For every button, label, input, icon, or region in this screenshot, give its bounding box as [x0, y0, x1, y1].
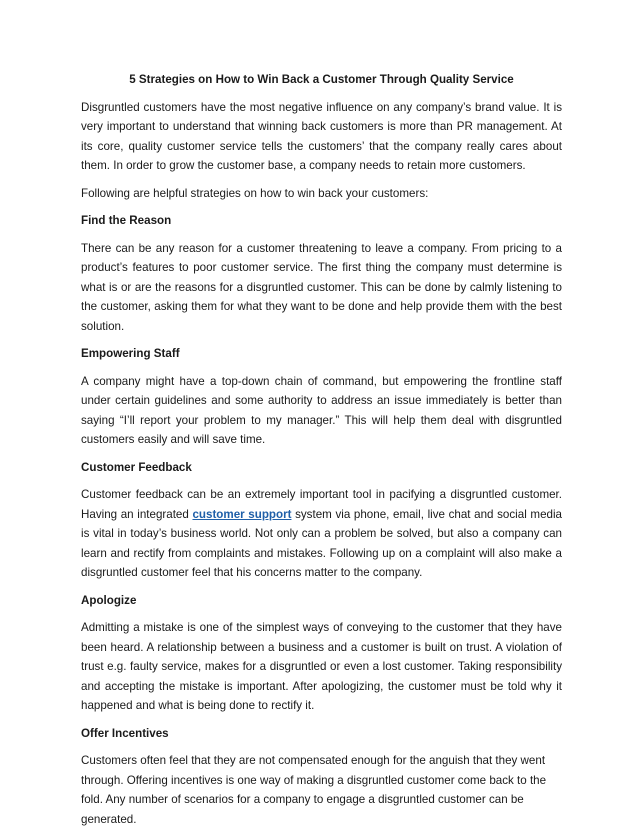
- section-heading-empowering-staff: Empowering Staff: [81, 347, 180, 360]
- customer-feedback-text-before: Customer feedback can be an extremely important tool in pacifying a disgruntled customer. Having an integrated: [81, 488, 562, 521]
- customer-support-link[interactable]: customer support: [192, 507, 292, 521]
- document-page: [81, 70, 562, 837]
- document-title: 5 Strategies on How to Win Back a Customer Through Quality Service: [129, 73, 514, 86]
- section-text-customer-feedback: [81, 485, 562, 583]
- intro-lead-in: Following are helpful strategies on how to win back your customers:: [81, 186, 429, 200]
- section-text-offer-incentives: Customers often feel that they are not compensated enough for the anguish that they went through. Offering incentives is one way of making a disgruntled customer come back to the fold. Any number of scenarios for a company to engage a disgruntled customer can be generated.: [81, 754, 547, 826]
- customer-feedback-text-after: system via phone, email, live chat and social media is vital in today’s business world. Not only can a problem be solved, but also a company can learn and rectify from complaints and mistakes. Following up on a complaint will also make a disgruntled customer feel that his concerns matter to the company.: [81, 507, 562, 579]
- section-heading-customer-feedback: Customer Feedback: [81, 460, 192, 474]
- section-text-find-the-reason: There can be any reason for a customer threatening to leave a company. From pricing to a product’s features to poor customer service. The first thing the company must determine is what is or are the reasons for a disgruntled customer. This can be done by calmly listening to the customer, asking them for what they want to be done and help provide them with the best solution.: [81, 241, 562, 333]
- section-heading-offer-incentives: Offer Incentives: [81, 726, 169, 740]
- section-text-apologize: Admitting a mistake is one of the simplest ways of conveying to the customer that they have been heard. A relationship between a business and a customer is built on trust. A violation of trust e.g. faulty service, makes for a disgruntled or even a lost customer. Taking responsibility and accepting the mistake is important. After apologizing, the customer must be told why it happened and what is being done to rectify it.: [81, 621, 562, 712]
- section-text-empowering-staff: A company might have a top-down chain of command, but empowering the frontline staff under certain guidelines and some authority to address an issue immediately is better than saying “I’ll report your problem to my manager.” This will help them deal with disgruntled customers easily and will save time.: [81, 374, 562, 446]
- section-heading-apologize: Apologize: [81, 593, 137, 607]
- section-heading-find-the-reason: Find the Reason: [81, 214, 172, 227]
- intro-paragraph: Disgruntled customers have the most negative influence on any company’s brand value. It is very important to understand that winning back customers is more than PR management. At its core, quality customer service tells the customers’ that the company really cares about them. In order to grow the customer base, a company needs to retain more customers.: [81, 100, 562, 172]
